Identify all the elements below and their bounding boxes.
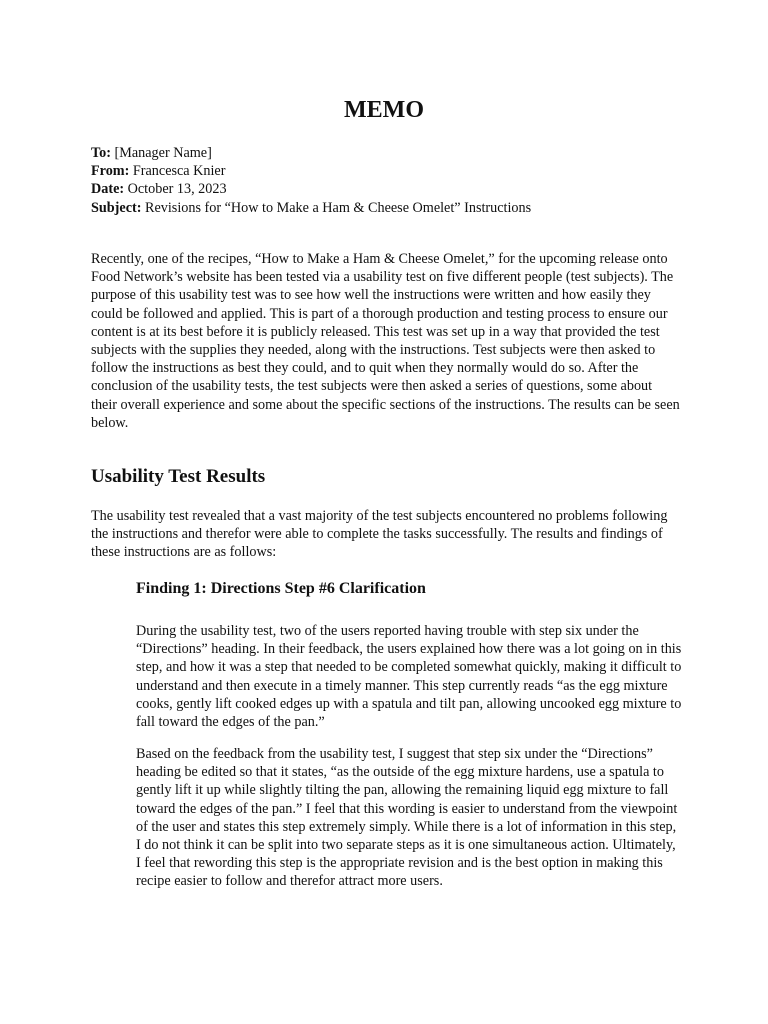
- to-value: [Manager Name]: [110, 145, 212, 161]
- memo-header: [91, 144, 691, 217]
- from-value: Francesca Knier: [129, 163, 226, 180]
- to-line: [91, 144, 691, 162]
- memo-title: MEMO: [344, 97, 424, 123]
- finding-1-paragraph-1: During the usability test, two of the users reported having trouble with step six under the “Directions” heading. In their feedback, the users explained how there was a lot going on in this step, and how it was a step that needed to be completed somewhat quickly, making it difficult to understand and then execute in a timely manner. This step currently reads “as the egg mixture cooks, gently lift cooked edges up with a spatula and tilt pan, allowing uncooked egg mixture to fall toward the edges of the pan.”: [136, 623, 682, 731]
- date-line: [91, 180, 691, 198]
- to-label: To:: [91, 145, 111, 161]
- subject-line: [91, 199, 691, 217]
- results-heading: Usability Test Results: [91, 466, 266, 487]
- results-paragraph: The usability test revealed that a vast majority of the test subjects encountered no problems following the instructions and therefor were able to complete the tasks successfully. The results and findings of these instructions are as follows:: [91, 508, 668, 561]
- date-label: Date:: [91, 181, 125, 198]
- subject-value: Revisions for “How to Make a Ham & Cheese Omelet” Instructions: [141, 199, 532, 216]
- subject-label: Subject:: [91, 199, 142, 216]
- intro-paragraph: Recently, one of the recipes, “How to Make a Ham & Cheese Omelet,” for the upcoming release onto Food Network’s website has been tested via a usability test on five different people (test subjects). The purpose of this usability test was to see how well the instructions were written and how easily they could be followed and applied. This is part of a thorough production and testing process to ensure our content is at its best before it is publicly released. This test was set up in a way that provided the test subjects with the supplies they needed, along with the instructions. Test subjects were then asked to follow the instructions as best they could, and to quit when they normally would do so. After the conclusion of the usability tests, the test subjects were then asked a series of questions, some about their overall experience and some about the specific sections of the instructions. The results can be seen below.: [91, 251, 680, 431]
- date-value: October 13, 2023: [124, 181, 227, 198]
- from-line: [91, 162, 691, 180]
- finding-1-heading: Finding 1: Directions Step #6 Clarification: [136, 580, 426, 597]
- from-label: From:: [91, 163, 130, 180]
- finding-1-paragraph-2: Based on the feedback from the usability test, I suggest that step six under the “Directions” heading be edited so that it states, “as the outside of the egg mixture hardens, use a spatula to gently lift it up while slightly tilting the pan, allowing the remaining liquid egg mixture to fall toward the edges of the pan.” I feel that this wording is easier to understand from the viewpoint of the user and states this step extremely simply. While there is a lot of information in this step, I do not think it can be split into two separate steps as it is one simultaneous action. Ultimately, I feel that rewording this step is the appropriate revision and is the best option in making this recipe easier to follow and therefor attract more users.: [136, 746, 678, 890]
